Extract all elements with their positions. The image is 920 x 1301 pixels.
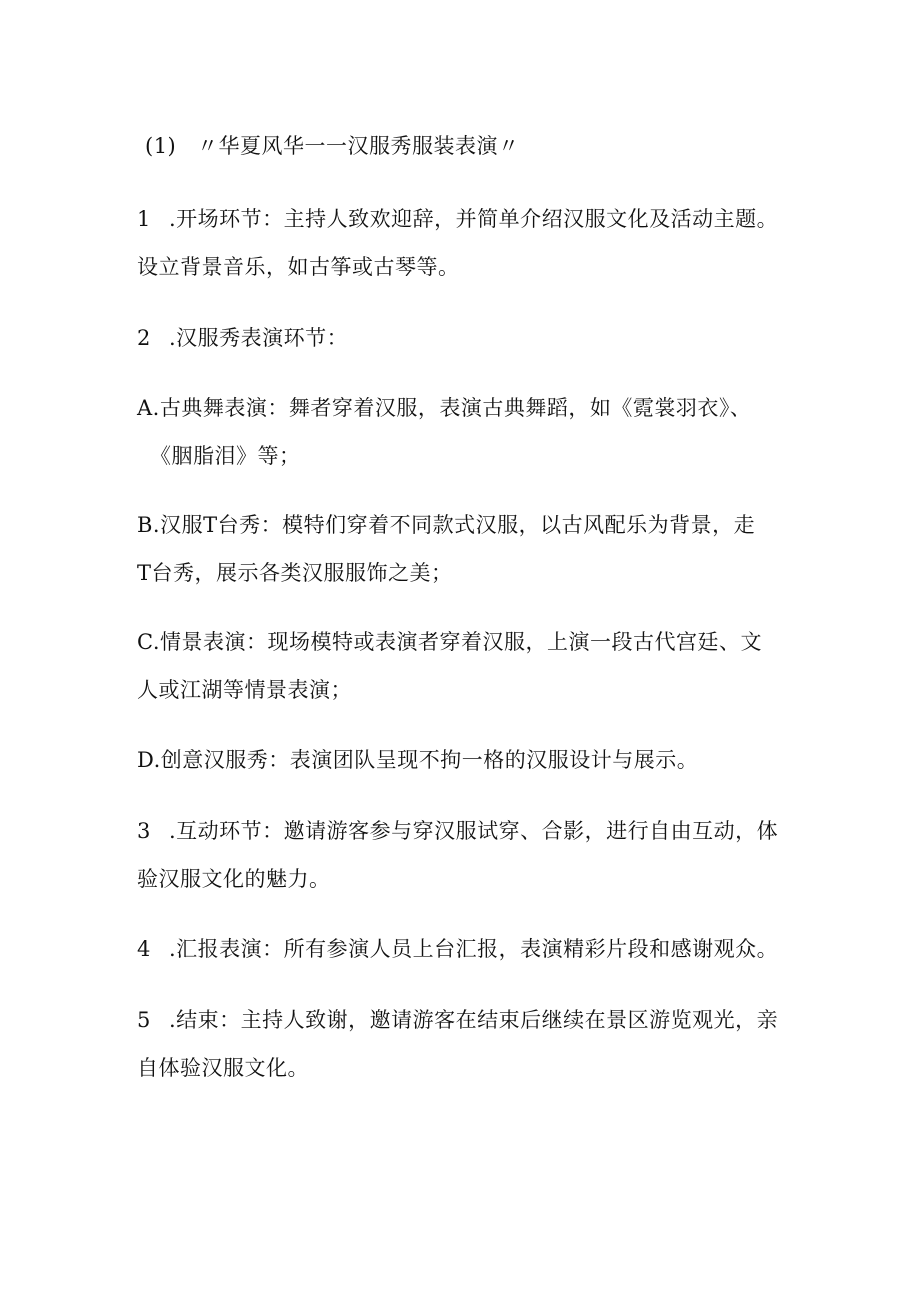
item-number: 5	[137, 1008, 151, 1032]
item-b-line-2: T台秀，展示各类汉服服饰之美；	[137, 561, 453, 585]
item-number: 2	[137, 326, 151, 350]
item-3-line-2: 验汉服文化的魅力。	[137, 867, 331, 891]
section-number: (1)	[145, 134, 177, 158]
item-number: 4	[137, 937, 151, 961]
item-text: .开场环节：主持人致欢迎辞，并简单介绍汉服文化及活动主题。	[169, 207, 779, 231]
item-b-line-1: B.汉服T台秀：模特们穿着不同款式汉服，以古风配乐为背景，走	[137, 513, 756, 537]
item-1-line-2: 设立背景音乐，如古筝或古琴等。	[137, 255, 460, 279]
item-c-line-2: 人或江湖等情景表演；	[137, 678, 352, 702]
item-a-line-1: A.古典舞表演：舞者穿着汉服，表演古典舞蹈，如《霓裳羽衣》、	[137, 396, 752, 420]
item-c-line-1: C.情景表演：现场模特或表演者穿着汉服，上演一段古代宫廷、文	[137, 630, 762, 654]
item-a-line-2: 《胭脂泪》等；	[150, 444, 301, 468]
item-d-line-1: D.创意汉服秀：表演团队呈现不拘一格的汉服设计与展示。	[137, 748, 699, 772]
item-number: 3	[137, 819, 151, 843]
item-text: .汉服秀表演环节：	[169, 326, 349, 350]
item-5-line-1	[137, 1005, 778, 1035]
item-text: .互动环节：邀请游客参与穿汉服试穿、合影，进行自由互动，体	[169, 819, 779, 843]
item-2-line-1	[137, 323, 348, 353]
item-1-line-1	[137, 204, 778, 234]
item-text: .汇报表演：所有参演人员上台汇报，表演精彩片段和感谢观众。	[169, 937, 779, 961]
section-title-text: 〃华夏风华一一汉服秀服装表演〃	[197, 134, 520, 158]
item-5-line-2: 自体验汉服文化。	[137, 1056, 309, 1080]
item-4-line-1	[137, 934, 778, 964]
item-number: 1	[137, 207, 151, 231]
section-title	[145, 131, 520, 161]
item-text: .结束：主持人致谢，邀请游客在结束后继续在景区游览观光，亲	[169, 1008, 779, 1032]
item-3-line-1	[137, 816, 778, 846]
